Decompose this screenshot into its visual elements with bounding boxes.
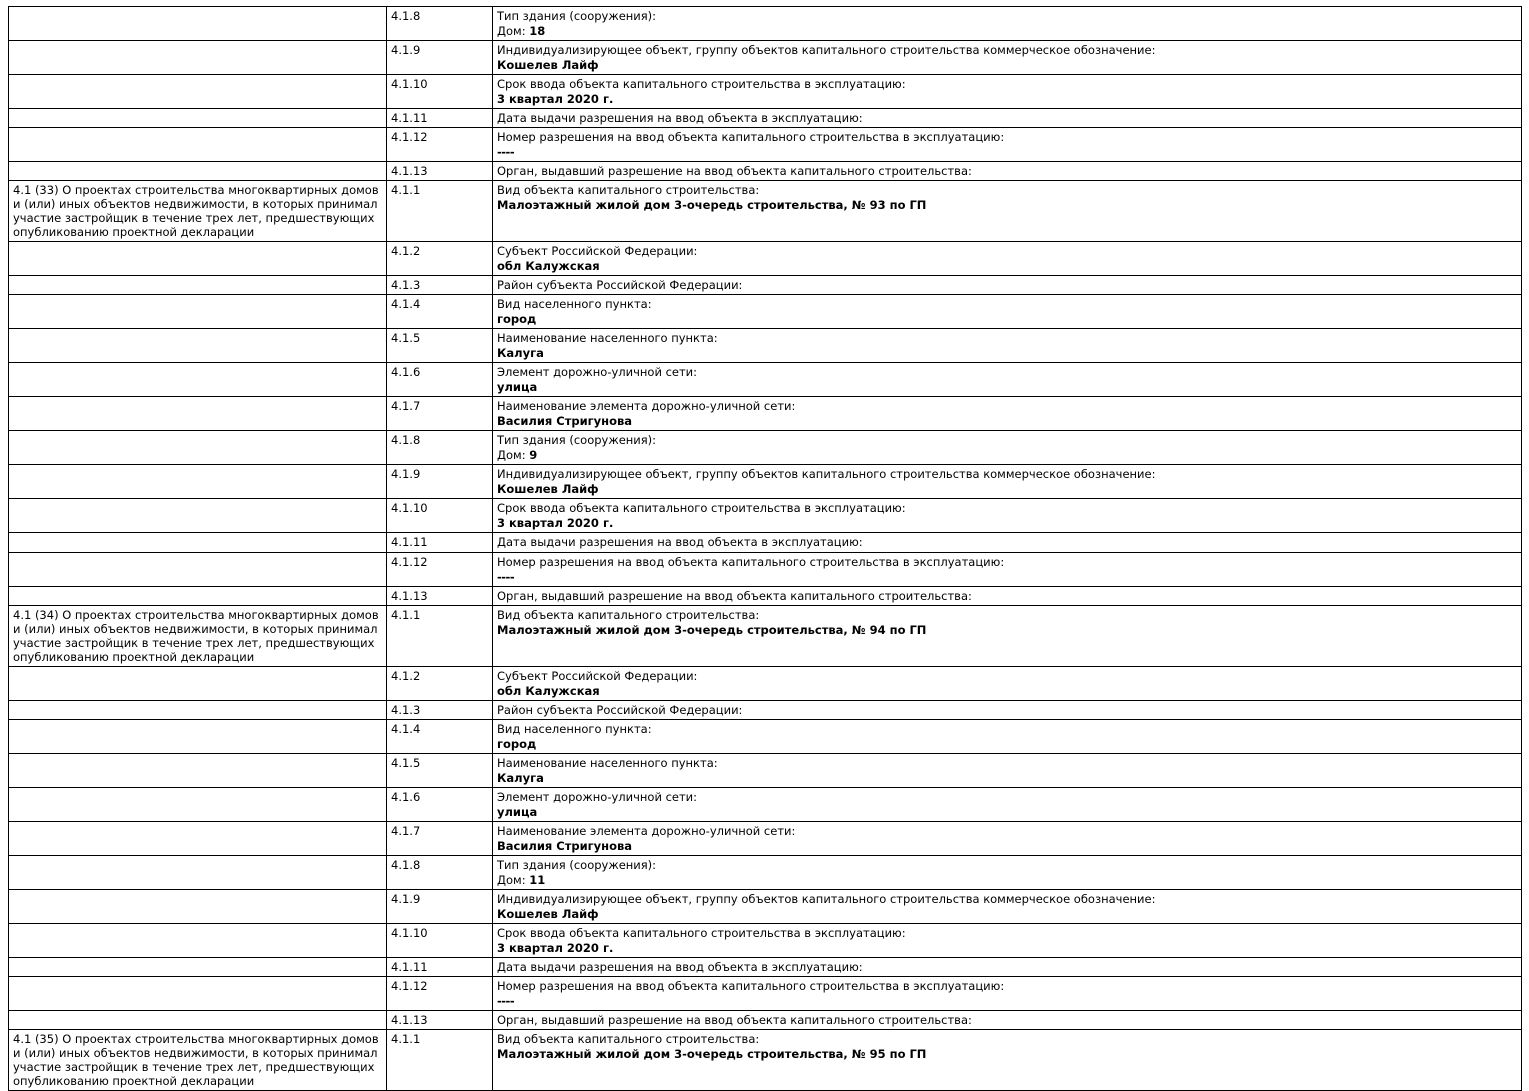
code-cell: 4.1.3 [387,700,493,719]
section-cell [9,431,387,465]
value-cell [493,431,1522,465]
field-label: Тип здания (сооружения): [497,433,657,448]
section-cell [9,855,387,889]
field-label: Вид объекта капитального строительства: [497,1031,760,1046]
field-value: город [497,736,537,751]
section-cell [9,552,387,586]
code-cell: 4.1.4 [387,295,493,329]
value-cell [493,855,1522,889]
section-cell [9,397,387,431]
section-cell [9,787,387,821]
value-cell [493,499,1522,533]
section-cell [9,533,387,552]
field-value: обл Калужская [497,683,600,698]
code-cell: 4.1.2 [387,666,493,700]
value-cell [493,787,1522,821]
section-cell [9,753,387,787]
field-value: 9 [529,448,538,463]
field-label: Вид населенного пункта: [497,297,652,312]
field-value: Василия Стригунова [497,838,633,853]
field-value: обл Калужская [497,259,600,274]
table-row [9,41,1522,75]
field-label: Индивидуализирующее объект, группу объектов капитального строительства коммерческое обозначение: [497,43,1156,58]
field-label: Элемент дорожно-уличной сети: [497,365,698,380]
table-row [9,363,1522,397]
field-label: Индивидуализирующее объект, группу объектов капитального строительства коммерческое обозначение: [497,467,1156,482]
field-label: Субъект Российской Федерации: [497,668,698,683]
value-cell [493,976,1522,1010]
table-row [9,855,1522,889]
code-cell: 4.1.6 [387,363,493,397]
field-label: Срок ввода объекта капитального строительства в эксплуатацию: [497,925,906,940]
code-cell: 4.1.10 [387,923,493,957]
section-cell [9,41,387,75]
field-value: Малоэтажный жилой дом 3-очередь строительства, № 93 по ГП [497,198,927,213]
field-value: Кошелев Лайф [497,482,599,497]
section-cell [9,465,387,499]
field-value-prefix: Дом: [497,448,530,463]
field-label: Номер разрешения на ввод объекта капитального строительства в эксплуатацию: [497,554,1005,569]
table-row [9,276,1522,295]
value-cell [493,242,1522,276]
section-cell: 4.1 (33) О проектах строительства многоквартирных домов и (или) иных объектов недвижимости, в которых принимал участие застройщик в течение трех лет, предшествующих опубликованию проектной декларации [9,181,387,242]
value-cell [493,363,1522,397]
field-value: 3 квартал 2020 г. [497,516,614,531]
field-label: Орган, выдавший разрешение на ввод объекта капитального строительства: [497,588,972,603]
code-cell: 4.1.4 [387,719,493,753]
value-cell [493,700,1522,719]
table-row [9,109,1522,128]
field-label: Дата выдачи разрешения на ввод объекта в эксплуатацию: [497,959,863,974]
table-row [9,397,1522,431]
section-cell [9,363,387,397]
value-cell [493,753,1522,787]
field-value: Малоэтажный жилой дом 3-очередь строительства, № 95 по ГП [497,1046,927,1061]
field-label: Элемент дорожно-уличной сети: [497,789,698,804]
declaration-table [8,6,1522,1091]
code-cell: 4.1.12 [387,976,493,1010]
table-row [9,128,1522,162]
value-cell [493,109,1522,128]
code-cell: 4.1.12 [387,128,493,162]
section-cell [9,700,387,719]
table-row [9,242,1522,276]
table-row [9,162,1522,181]
code-cell: 4.1.10 [387,499,493,533]
field-label: Вид населенного пункта: [497,721,652,736]
table-body [9,7,1522,1091]
table-row [9,499,1522,533]
code-cell: 4.1.2 [387,242,493,276]
table-row [9,700,1522,719]
field-value-prefix: Дом: [497,872,530,887]
value-cell [493,1029,1522,1090]
field-label: Тип здания (сооружения): [497,857,657,872]
value-cell [493,821,1522,855]
table-row [9,957,1522,976]
code-cell: 4.1.7 [387,397,493,431]
code-cell: 4.1.12 [387,552,493,586]
field-label: Наименование элемента дорожно-уличной сети: [497,399,796,414]
field-label: Субъект Российской Федерации: [497,244,698,259]
section-cell [9,1010,387,1029]
code-cell: 4.1.6 [387,787,493,821]
field-label: Вид объекта капитального строительства: [497,183,760,198]
table-row [9,75,1522,109]
field-value: Кошелев Лайф [497,58,599,73]
field-value: Малоэтажный жилой дом 3-очередь строительства, № 94 по ГП [497,622,927,637]
section-cell [9,666,387,700]
value-cell [493,128,1522,162]
code-cell: 4.1.5 [387,753,493,787]
field-label: Срок ввода объекта капитального строительства в эксплуатацию: [497,77,906,92]
field-value: 3 квартал 2020 г. [497,940,614,955]
section-cell [9,957,387,976]
table-row [9,753,1522,787]
table-row [9,431,1522,465]
section-cell: 4.1 (34) О проектах строительства многоквартирных домов и (или) иных объектов недвижимости, в которых принимал участие застройщик в течение трех лет, предшествующих опубликованию проектной декларации [9,605,387,666]
section-cell [9,329,387,363]
value-cell [493,75,1522,109]
table-row [9,586,1522,605]
code-cell: 4.1.13 [387,1010,493,1029]
value-cell [493,329,1522,363]
table-row [9,821,1522,855]
value-cell [493,41,1522,75]
code-cell: 4.1.11 [387,109,493,128]
code-cell: 4.1.1 [387,181,493,242]
table-row [9,976,1522,1010]
code-cell: 4.1.11 [387,957,493,976]
field-label: Наименование населенного пункта: [497,755,718,770]
field-label: Район субъекта Российской Федерации: [497,278,743,293]
field-value: ---- [497,569,515,584]
section-cell [9,586,387,605]
section-cell [9,499,387,533]
table-row [9,7,1522,41]
code-cell: 4.1.3 [387,276,493,295]
section-cell [9,821,387,855]
code-cell: 4.1.13 [387,162,493,181]
code-cell: 4.1.8 [387,431,493,465]
code-cell: 4.1.1 [387,605,493,666]
field-value: Василия Стригунова [497,414,633,429]
section-cell: 4.1 (35) О проектах строительства многоквартирных домов и (или) иных объектов недвижимости, в которых принимал участие застройщик в течение трех лет, предшествующих опубликованию проектной декларации [9,1029,387,1090]
table-row [9,1010,1522,1029]
field-label: Вид объекта капитального строительства: [497,607,760,622]
value-cell [493,1010,1522,1029]
field-value: 3 квартал 2020 г. [497,92,614,107]
section-cell [9,75,387,109]
table-row [9,889,1522,923]
table-row [9,465,1522,499]
table-row [9,666,1522,700]
value-cell [493,162,1522,181]
code-cell: 4.1.9 [387,41,493,75]
field-label: Срок ввода объекта капитального строительства в эксплуатацию: [497,501,906,516]
table-row [9,923,1522,957]
code-cell: 4.1.11 [387,533,493,552]
section-cell [9,923,387,957]
table-row [9,787,1522,821]
code-cell: 4.1.9 [387,889,493,923]
code-cell: 4.1.1 [387,1029,493,1090]
field-value: ---- [497,145,515,160]
table-row [9,181,1522,242]
field-label: Орган, выдавший разрешение на ввод объекта капитального строительства: [497,164,972,179]
value-cell [493,533,1522,552]
field-value-prefix: Дом: [497,24,530,39]
code-cell: 4.1.13 [387,586,493,605]
table-row [9,295,1522,329]
code-cell: 4.1.9 [387,465,493,499]
value-cell [493,7,1522,41]
value-cell [493,923,1522,957]
value-cell [493,605,1522,666]
value-cell [493,465,1522,499]
field-label: Номер разрешения на ввод объекта капитального строительства в эксплуатацию: [497,130,1005,145]
value-cell [493,889,1522,923]
field-value: ---- [497,993,515,1008]
value-cell [493,295,1522,329]
value-cell [493,586,1522,605]
value-cell [493,666,1522,700]
field-label: Орган, выдавший разрешение на ввод объекта капитального строительства: [497,1012,972,1027]
section-cell [9,276,387,295]
code-cell: 4.1.10 [387,75,493,109]
field-value: Калуга [497,770,544,785]
field-value: улица [497,804,538,819]
section-cell [9,976,387,1010]
field-value: Калуга [497,346,544,361]
field-value: улица [497,380,538,395]
field-label: Наименование элемента дорожно-уличной сети: [497,823,796,838]
code-cell: 4.1.8 [387,855,493,889]
section-cell [9,7,387,41]
section-cell [9,889,387,923]
field-value: город [497,312,537,327]
field-value: 11 [529,872,546,887]
section-cell [9,109,387,128]
field-value: Кошелев Лайф [497,906,599,921]
section-cell [9,295,387,329]
code-cell: 4.1.7 [387,821,493,855]
field-label: Дата выдачи разрешения на ввод объекта в эксплуатацию: [497,111,863,126]
table-row [9,329,1522,363]
code-cell: 4.1.8 [387,7,493,41]
field-label: Индивидуализирующее объект, группу объектов капитального строительства коммерческое обозначение: [497,891,1156,906]
table-row [9,1029,1522,1090]
field-label: Наименование населенного пункта: [497,331,718,346]
table-row [9,605,1522,666]
table-row [9,533,1522,552]
field-label: Тип здания (сооружения): [497,9,657,23]
value-cell [493,397,1522,431]
section-cell [9,128,387,162]
field-value: 18 [529,24,546,39]
section-cell [9,719,387,753]
value-cell [493,957,1522,976]
value-cell [493,181,1522,242]
section-cell [9,162,387,181]
section-cell [9,242,387,276]
table-row [9,552,1522,586]
code-cell: 4.1.5 [387,329,493,363]
field-label: Дата выдачи разрешения на ввод объекта в эксплуатацию: [497,535,863,550]
field-label: Район субъекта Российской Федерации: [497,702,743,717]
table-row [9,719,1522,753]
value-cell [493,719,1522,753]
value-cell [493,552,1522,586]
field-label: Номер разрешения на ввод объекта капитального строительства в эксплуатацию: [497,978,1005,993]
value-cell [493,276,1522,295]
